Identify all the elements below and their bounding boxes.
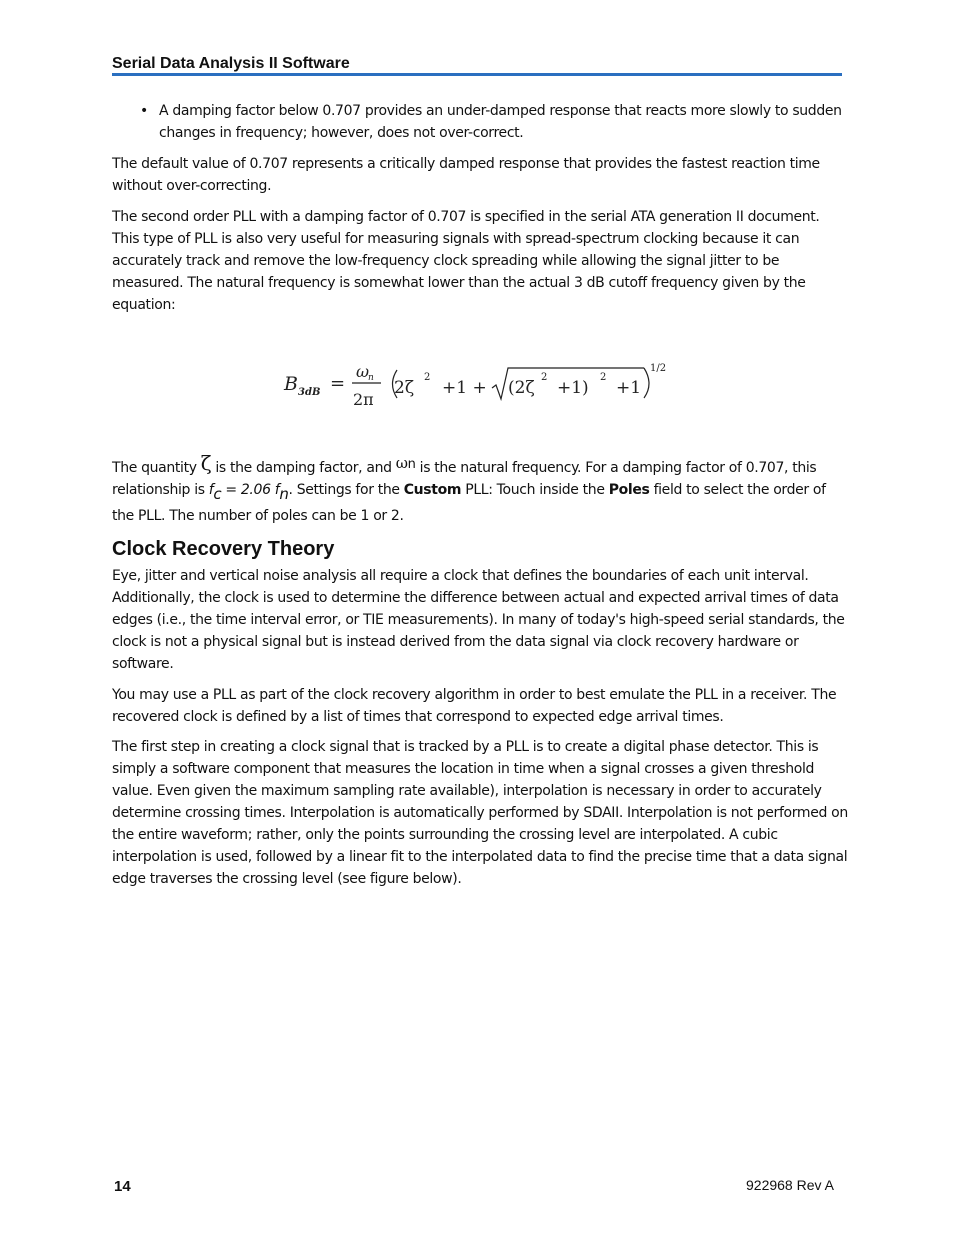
equation-exponent: 2: [424, 372, 431, 383]
document-id: 922968 Rev A: [746, 1177, 834, 1193]
omega-subscript: n: [407, 457, 416, 472]
header-rule: [112, 73, 842, 76]
paragraph-second-order-pll: The second order PLL with a damping factor of 0.707 is specified in the serial ATA generation II document. This type of PLL is also very useful for measuring signals with spread-spectrum clocking because it can accurately track and remove the low-frequency clock spreading while allowing the signal jitter to be measured. The natural frequency is somewhat lower than the actual 3 dB cutoff frequency given by the equation:: [112, 209, 820, 313]
bandwidth-equation: [282, 358, 682, 414]
paragraph-default-value: The default value of 0.707 represents a critically damped response that provides the fastest reaction time without over-correcting.: [112, 156, 820, 194]
paragraph-eye-jitter: Eye, jitter and vertical noise analysis all require a clock that defines the boundaries of each unit interval. Additionally, the clock is used to determine the difference between actual and expected arrival times of data edges (i.e., the time interval error, or TIE measurements). In many of today's high-speed serial standards, the clock is not a physical signal but is instead derived from the data signal via clock recovery hardware or software.: [112, 568, 845, 672]
page-number: 14: [114, 1178, 131, 1195]
running-header-title: Serial Data Analysis II Software: [112, 55, 350, 72]
text-span: is the natural frequency. For a damping factor of 0.707, this relationship is: [112, 460, 817, 498]
bullet-dot-icon: •: [140, 103, 148, 119]
paragraph-first-step: The first step in creating a clock signal that is tracked by a PLL is to create a digital phase detector. This is simply a software component that measures the location in time when a signal crosses a given threshold value. Even given the maximum sampling rate available), interpolation is necessary in order to accurately determine crossing times. Interpolation is automatically performed by SDAII. Interpolation is not performed on the entire waveform; rather, only the points surrounding the crossing level are interpolated. A cubic interpolation is used, followed by a linear fit to the interpolated data to find the precise time that a data signal edge traverses the crossing level (see figure below).: [112, 739, 848, 887]
close-paren: [644, 368, 649, 398]
bullet-text: A damping factor below 0.707 provides an under-damped response that reacts more slowly to sudden changes in frequency; however, does not over-correct.: [159, 103, 842, 141]
equation-term: 2ζ: [394, 378, 415, 398]
equation-term: (2ζ: [508, 378, 535, 398]
text-span: is the damping factor, and: [211, 460, 396, 476]
equation-exponent: 2: [600, 372, 607, 383]
fc-symbol: f: [208, 482, 214, 498]
equation-outer-exponent: 1/2: [650, 363, 667, 374]
fn-symbol: f: [274, 482, 280, 498]
omega-symbol: ω: [395, 454, 408, 472]
equation-equals: =: [330, 373, 346, 394]
equation-lhs-subscript: 3dB: [298, 387, 321, 398]
text-span: field to select the order of the PLL. The number of poles can be 1 or 2.: [112, 482, 826, 524]
section-heading: Clock Recovery Theory: [112, 538, 335, 560]
equation-denominator: 2π: [353, 390, 374, 409]
zeta-symbol: ζ: [200, 451, 212, 475]
equation-term: +1 +: [442, 378, 487, 398]
text-span: . Settings for the: [288, 482, 404, 498]
paragraph-pll-receiver: You may use a PLL as part of the clock recovery algorithm in order to best emulate the PLL in a receiver. The recovered clock is defined by a list of times that correspond to expected edge arrival times.: [112, 687, 837, 725]
paragraph-quantity: [112, 452, 848, 527]
text-span: PLL: Touch inside the: [461, 482, 609, 498]
text-span: The quantity: [112, 460, 201, 476]
equation-term: +1): [557, 378, 589, 398]
bullet-item: [140, 100, 848, 144]
equation-numerator: ω: [356, 362, 370, 381]
equation-numerator-subscript: n: [368, 373, 374, 383]
fc-subscript: c: [213, 485, 222, 503]
fn-subscript: n: [279, 485, 289, 503]
custom-term: Custom: [403, 482, 462, 498]
relationship-text: = 2.06: [221, 482, 275, 498]
equation-term: +1: [616, 378, 642, 398]
equation-exponent: 2: [541, 372, 548, 383]
equation-lhs: B: [284, 373, 298, 395]
poles-term: Poles: [608, 482, 650, 498]
